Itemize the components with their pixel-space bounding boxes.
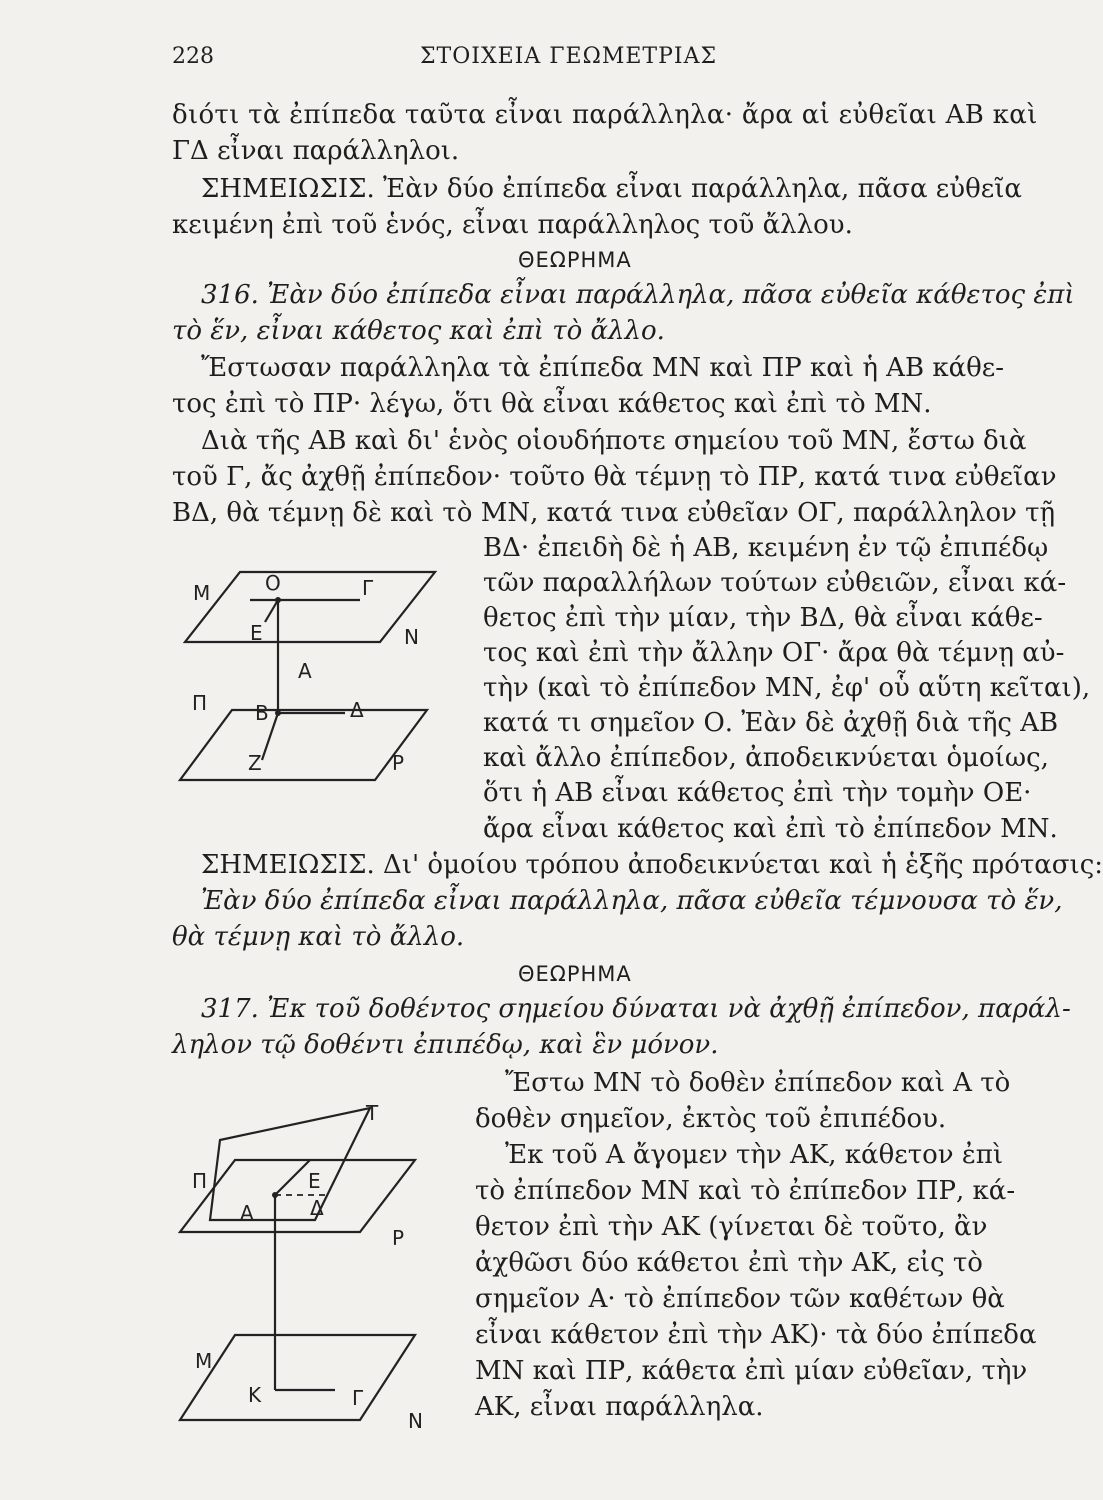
text-line: τος ἐπὶ τὸ ΠΡ· λέγω, ὅτι θὰ εἶναι κάθετος καὶ ἐπὶ τὸ ΜΝ. <box>172 389 932 419</box>
text-line: σημεῖον Α· τὸ ἐπίπεδον τῶν καθέτων θὰ <box>475 1284 1005 1314</box>
text-line: κειμένη ἐπὶ τοῦ ἑνός, εἶναι παράλληλος τοῦ ἄλλου. <box>172 210 853 240</box>
fig1-label: Δ <box>350 698 364 722</box>
text-line: ΑΚ, εἶναι παράλληλα. <box>475 1392 764 1422</box>
figure-parallel-planes <box>180 560 430 800</box>
fig2-label: Ν <box>408 1409 423 1433</box>
text-line: διότι τὰ ἐπίπεδα ταῦτα εἶναι παράλληλα· ἄρα αἱ εὐθεῖαι ΑΒ καὶ <box>172 100 1038 130</box>
theorem-heading: ΘΕΩΡΗΜΑ <box>518 248 632 272</box>
text-line: κατά τι σημεῖον Ο. Ἐὰν δὲ ἀχθῇ διὰ τῆς ΑΒ <box>483 708 1059 738</box>
note-statement: Ἐὰν δύο ἐπίπεδα εἶναι παράλληλα, πᾶσα εὐθεῖα τέμνουσα τὸ ἕν, <box>201 886 1063 916</box>
page-number: 228 <box>172 44 214 69</box>
theorem-statement: 316. Ἐὰν δύο ἐπίπεδα εἶναι παράλληλα, πᾶσα εὐθεῖα κάθετος ἐπὶ <box>201 280 1075 310</box>
text-line: θετον ἐπὶ τὴν ΑΚ (γίνεται δὲ τοῦτο, ἂν <box>475 1212 988 1242</box>
fig2-label: Μ <box>195 1349 213 1373</box>
text-line: τοῦ Γ, ἄς ἀχθῇ ἐπίπεδον· τοῦτο θὰ τέμνῃ τὸ ΠΡ, κατά τινα εὐθεῖαν <box>172 462 1057 492</box>
text-line: δοθὲν σημεῖον, ἐκτὸς τοῦ ἐπιπέδου. <box>475 1104 947 1134</box>
fig1-label: Π <box>192 691 208 715</box>
theorem-heading: ΘΕΩΡΗΜΑ <box>518 962 632 986</box>
fig1-label: Ρ <box>392 751 405 775</box>
text-line: καὶ ἄλλο ἐπίπεδον, ἀποδεικνύεται ὁμοίως, <box>483 743 1049 773</box>
text-line: ΣΗΜΕΙΩΣΙΣ. Ἐὰν δύο ἐπίπεδα εἶναι παράλληλα, πᾶσα εὐθεῖα <box>201 174 1022 204</box>
fig2-label: Α <box>240 1201 254 1225</box>
plane-mn <box>180 1335 415 1420</box>
fig2-label: Κ <box>248 1383 262 1407</box>
text-line: τος καὶ ἐπὶ τὴν ἄλλην ΟΓ· ἄρα θὰ τέμνῃ αὐ- <box>483 638 1065 668</box>
fig2-label: Δ <box>310 1196 324 1220</box>
figure-parallel-plane-construction <box>180 1100 430 1440</box>
text-line: τὴν (καὶ τὸ ἐπίπεδον ΜΝ, ἐφ' οὗ αὕτη κεῖται), <box>483 673 1091 703</box>
text-line: Διὰ τῆς ΑΒ καὶ δι' ἑνὸς οἱουδήποτε σημείου τοῦ ΜΝ, ἔστω διὰ <box>201 426 1027 456</box>
fig2-label: Γ <box>352 1386 364 1410</box>
theorem-statement: τὸ ἕν, εἶναι κάθετος καὶ ἐπὶ τὸ ἄλλο. <box>172 316 665 346</box>
theorem-statement: ληλον τῷ δοθέντι ἐπιπέδῳ, καὶ ἓν μόνον. <box>172 1030 719 1060</box>
fig1-label: Ζ <box>248 751 262 775</box>
fig1-label: Ε <box>250 621 263 645</box>
text-line: τῶν παραλλήλων τούτων εὐθειῶν, εἶναι κά- <box>483 568 1067 598</box>
fig1-label: Μ <box>193 581 211 605</box>
fig1-label: Β <box>255 701 269 725</box>
theorem-statement: 317. Ἐκ τοῦ δοθέντος σημείου δύναται νὰ ἀχθῇ ἐπίπεδον, παράλ- <box>201 994 1071 1024</box>
text-line: τὸ ἐπίπεδον ΜΝ καὶ τὸ ἐπίπεδον ΠΡ, κά- <box>475 1176 1016 1206</box>
fig1-label: Ο <box>265 571 281 595</box>
fig2-label: Τ <box>366 1101 379 1125</box>
text-line: ΒΔ· ἐπειδὴ δὲ ἡ ΑΒ, κειμένη ἐν τῷ ἐπιπέδῳ <box>483 533 1049 563</box>
fig1-label: Ν <box>404 625 419 649</box>
text-line: ὅτι ἡ ΑΒ εἶναι κάθετος ἐπὶ τὴν τομὴν ΟΕ· <box>483 778 1032 808</box>
line-oe <box>265 600 278 622</box>
plane-pt <box>210 1108 370 1220</box>
plane-pr <box>180 710 427 780</box>
text-line: Ἔστωσαν παράλληλα τὰ ἐπίπεδα ΜΝ καὶ ΠΡ καὶ ἡ ΑΒ κάθε- <box>201 353 1005 383</box>
text-line: ἀχθῶσι δύο κάθετοι ἐπὶ τὴν ΑΚ, εἰς τὸ <box>475 1248 983 1278</box>
line-ae <box>275 1160 310 1195</box>
text-line: ἄρα εἶναι κάθετος καὶ ἐπὶ τὸ ἐπίπεδον ΜΝ. <box>483 814 1058 844</box>
fig2-label: Ε <box>308 1169 321 1193</box>
text-line: ΜΝ καὶ ΠΡ, κάθετα ἐπὶ μίαν εὐθεῖαν, τὴν <box>475 1356 1028 1386</box>
text-line: Ἐκ τοῦ Α ἄγομεν τὴν ΑΚ, κάθετον ἐπὶ <box>505 1140 1004 1170</box>
text-line: Ἔστω ΜΝ τὸ δοθὲν ἐπίπεδον καὶ Α τὸ <box>505 1068 1011 1098</box>
fig2-label: Π <box>192 1169 208 1193</box>
text-line: εἶναι κάθετον ἐπὶ τὴν ΑΚ)· τὰ δύο ἐπίπεδα <box>475 1320 1037 1350</box>
fig1-label: Α <box>298 659 312 683</box>
fig1-label: Γ <box>362 576 374 600</box>
text-line: ΣΗΜΕΙΩΣΙΣ. Δι' ὁμοίου τρόπου ἀποδεικνύεται καὶ ἡ ἑξῆς πρότασις: <box>201 850 1103 880</box>
text-line: ΒΔ, θὰ τέμνῃ δὲ καὶ τὸ ΜΝ, κατά τινα εὐθεῖαν ΟΓ, παράλληλον τῇ <box>172 498 1056 528</box>
note-statement: θὰ τέμνῃ καὶ τὸ ἄλλο. <box>172 922 465 952</box>
text-line: ΓΔ εἶναι παράλληλοι. <box>172 136 460 166</box>
fig2-label: Ρ <box>392 1226 405 1250</box>
plane-mn <box>185 572 435 642</box>
text-line: θετος ἐπὶ τὴν μίαν, τὴν ΒΔ, θὰ εἶναι κάθε- <box>483 603 1043 633</box>
running-head: ΣΤΟΙΧΕΙΑ ΓΕΩΜΕΤΡΙΑΣ <box>420 44 718 69</box>
